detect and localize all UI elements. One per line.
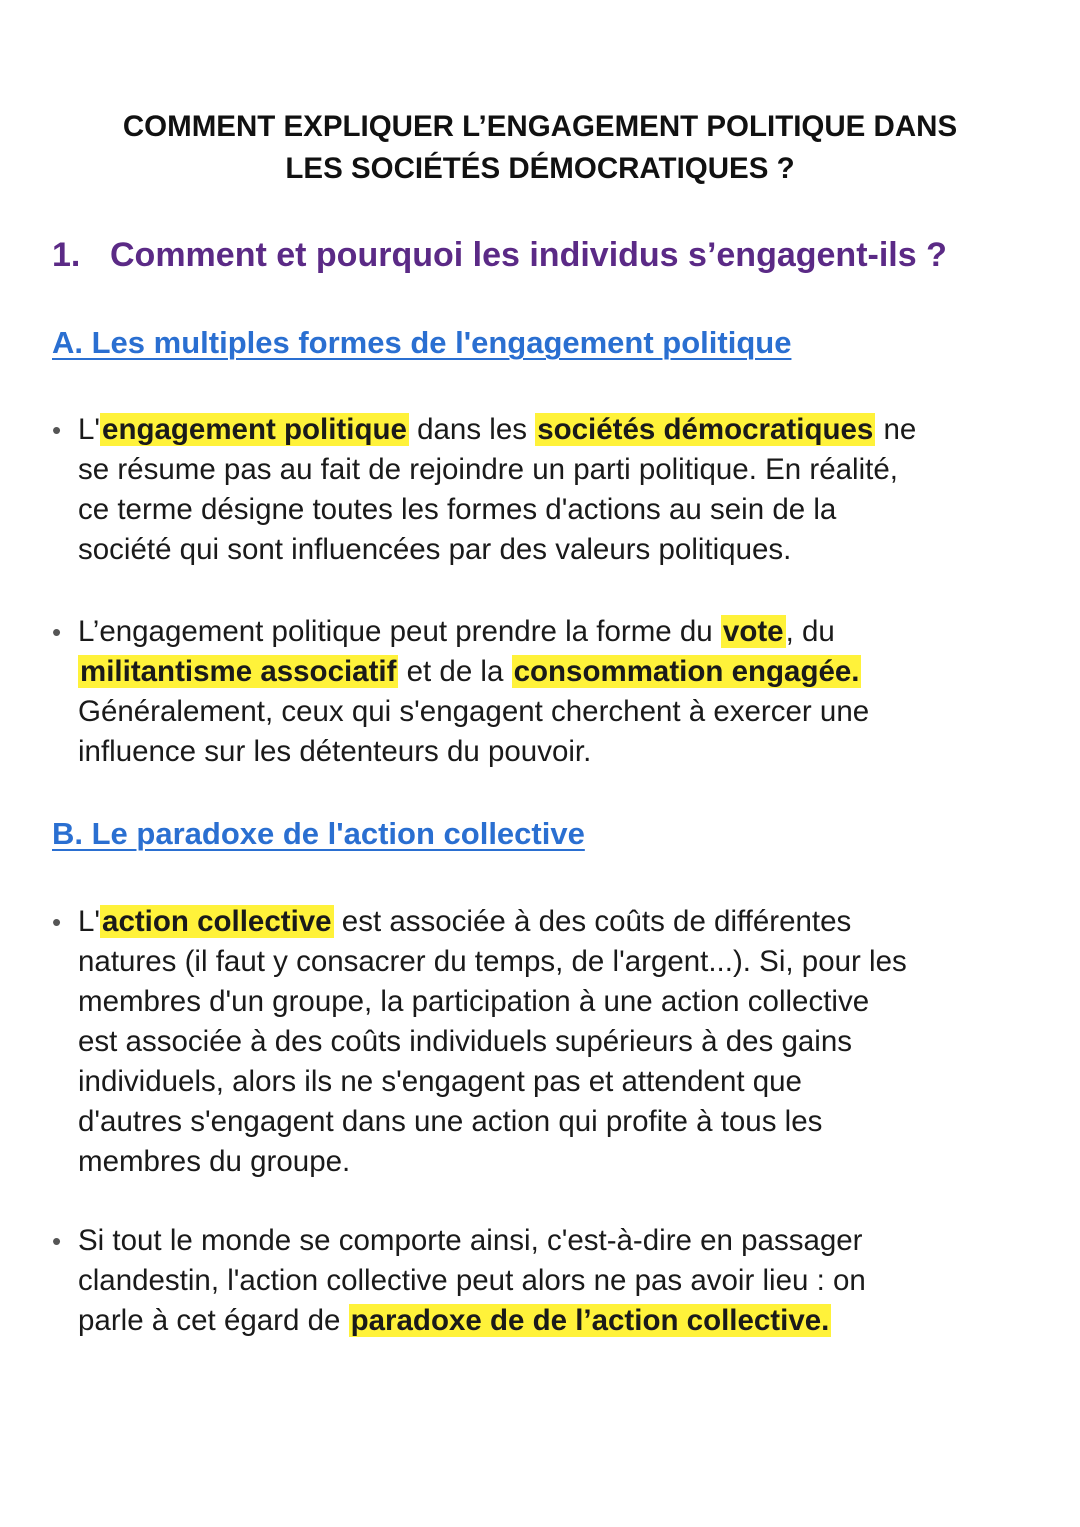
text-line: d'autres s'engagent dans une action qui profite à tous les (78, 1105, 823, 1138)
text-line: se résume pas au fait de rejoindre un parti politique. En réalité, (78, 453, 898, 486)
text-fragment: , du (785, 615, 835, 648)
text-fragment: dans les (408, 413, 536, 446)
text-line: individuels, alors ils ne s'engagent pas et attendent que (78, 1065, 802, 1098)
highlight-societes-democratiques: sociétés démocratiques (537, 413, 874, 446)
text-line: natures (il faut y consacrer du temps, de l'argent...). Si, pour les (78, 945, 907, 978)
text-fragment: L’engagement politique peut prendre la forme du (78, 615, 721, 648)
bullet-icon: • (52, 1226, 62, 1256)
text-line: clandestin, l'action collective peut alors ne pas avoir lieu : on (78, 1264, 866, 1297)
bullet-icon: • (52, 907, 62, 937)
bullet-paragraph-1 (52, 410, 1012, 570)
text-line: société qui sont influencées par des valeurs politiques. (78, 533, 792, 566)
subsection-title-b: B. Le paradoxe de l'action collective (52, 816, 585, 851)
text-line: membres du groupe. (78, 1145, 351, 1178)
text-line: ce terme désigne toutes les formes d'actions au sein de la (78, 493, 837, 526)
bullet-paragraph-4 (52, 1221, 1012, 1341)
text-line: Généralement, ceux qui s'engagent cherchent à exercer une (78, 695, 870, 728)
bullet-icon: • (52, 617, 62, 647)
text-line: Si tout le monde se comporte ainsi, c'est-à-dire en passager (78, 1224, 863, 1257)
text-fragment: L' (78, 905, 101, 938)
text-fragment: parle à cet égard de (78, 1304, 349, 1337)
bullet-icon: • (52, 415, 62, 445)
highlight-engagement-politique: engagement politique (102, 413, 407, 446)
bullet-paragraph-2 (52, 612, 1012, 772)
text-fragment: et de la (398, 655, 512, 688)
highlight-paradoxe-action-collective: paradoxe de de l’action collective. (350, 1304, 830, 1337)
highlight-vote: vote (722, 615, 784, 648)
highlight-action-collective: action collective (102, 905, 332, 938)
section-title-1 (52, 232, 1042, 278)
bullet-paragraph-3 (52, 902, 1012, 1182)
text-fragment: est associée à des coûts de différentes (333, 905, 852, 938)
page-title-line-1: COMMENT EXPLIQUER L’ENGAGEMENT POLITIQUE DANS (122, 110, 958, 143)
page-title (40, 106, 1040, 190)
text-line: membres d'un groupe, la participation à une action collective (78, 985, 870, 1018)
highlight-consommation-engagee: consommation engagée. (513, 655, 860, 688)
text-fragment: ne (875, 413, 917, 446)
text-line: influence sur les détenteurs du pouvoir. (78, 735, 592, 768)
section-number: 1. (52, 236, 81, 274)
text-fragment: L' (78, 413, 101, 446)
highlight-militantisme-associatif: militantisme associatif (80, 655, 397, 688)
subsection-title-a: A. Les multiples formes de l'engagement politique (52, 325, 792, 360)
section-label: Comment et pourquoi les individus s’engagent-ils ? (110, 236, 947, 274)
page-title-line-2: LES SOCIÉTÉS DÉMOCRATIQUES ? (285, 152, 795, 185)
text-line: est associée à des coûts individuels supérieurs à des gains (78, 1025, 853, 1058)
